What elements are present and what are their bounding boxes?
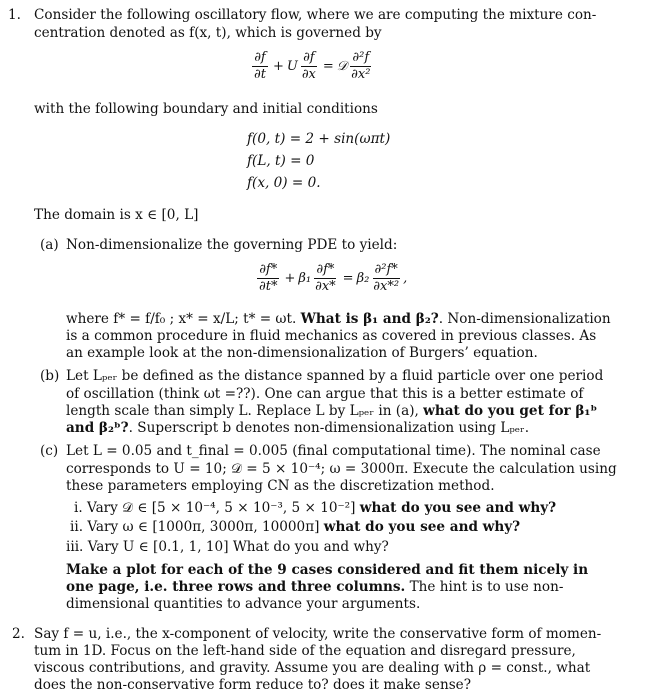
nondim-pde [255, 262, 407, 295]
pde-term-dfdx [300, 50, 318, 83]
part-b-line4-post: . Superscript b denotes non-dimensionalization using Lₚₑᵣ. [128, 420, 530, 436]
pde-d2fdx2-den: ∂x² [351, 67, 371, 82]
list-item-text: Vary 𝒟 ∈ [5 × 10⁻⁴, 5 × 10⁻³, 5 × 10⁻²] [87, 500, 360, 516]
nondim-t1-den: ∂t* [259, 279, 278, 294]
pde-dfdx-den: ∂x [301, 67, 316, 82]
nondim-term-3 [371, 262, 401, 295]
part-a-line2: is a common procedure in fluid mechanics as covered in previous classes. As [66, 328, 597, 344]
part-c-line1: Let L = 0.05 and t_final = 0.005 (final computational time). The nominal case [66, 443, 601, 459]
list-item-text: Vary ω ∈ [1000π, 3000π, 10000π] [87, 519, 324, 535]
part-a-line1-post: . Non-dimensionalization [438, 311, 611, 327]
nondim-term-1 [257, 262, 279, 295]
list-item-question: what do you see and why? [323, 519, 521, 535]
list-item [66, 539, 389, 557]
pde-plus: + [272, 58, 284, 74]
nondim-equals: = [342, 270, 354, 286]
nondim-t2-num: ∂f* [316, 262, 335, 277]
governing-pde [250, 50, 374, 83]
plot-instruction-bold: one page, i.e. three rows and three columns. [66, 579, 406, 595]
q2-line2: tum in 1D. Focus on the left-hand side of the equation and disregard pressure, [34, 643, 576, 659]
nondim-plus: + [284, 270, 296, 286]
pde-dfdx-num: ∂f [303, 50, 315, 65]
part-c-line3: these parameters employing CN as the discretization method. [66, 478, 495, 494]
nondim-t3-num: ∂²f* [374, 262, 398, 277]
q2-line3: viscous contributions, and gravity. Assume you are dealing with ρ = const., what [34, 660, 591, 676]
part-b-question-cont: and β₂ᵇ? [66, 420, 129, 436]
bc-intro: with the following boundary and initial conditions [34, 101, 378, 117]
nondim-t2-den: ∂x* [315, 279, 336, 294]
list-item-number: iii. [66, 539, 84, 555]
pde-velocity-u: U [286, 58, 298, 74]
part-b-line1: Let Lₚₑᵣ be defined as the distance spanned by a fluid particle over one period [66, 368, 604, 384]
list-item [70, 519, 520, 537]
pde-diffusivity: 𝒟 [336, 58, 348, 74]
plot-instruction-line3: dimensional quantities to advance your arguments. [66, 596, 421, 612]
q1-intro-line2: centration denoted as f(x, t), which is governed by [34, 25, 382, 41]
list-item-number: ii. [70, 519, 84, 535]
list-item-question: what do you see and why? [359, 500, 557, 516]
q2-line1: Say f = u, i.e., the x-component of velocity, write the conservative form of momen- [34, 626, 602, 642]
domain-statement: The domain is x ∈ [0, L] [34, 207, 199, 223]
part-b-line2: of oscillation (think ωt =??). One can argue that this is a better estimate of [66, 386, 584, 402]
nondim-comma: , [403, 270, 408, 286]
list-item-number: i. [74, 500, 83, 516]
plot-instruction-line2 [66, 579, 563, 597]
part-c-label: (c) [40, 443, 59, 459]
nondim-t3-den: ∂x*² [373, 279, 400, 294]
part-b-line4 [66, 420, 529, 438]
boundary-condition-2: f(L, t) = 0 [247, 153, 315, 169]
pde-dfdt-den: ∂t [254, 67, 266, 82]
nondim-t1-num: ∂f* [259, 262, 278, 277]
part-a-text: Non-dimensionalize the governing PDE to yield: [66, 237, 398, 253]
q1-intro-line1: Consider the following oscillatory flow, where we are computing the mixture con- [34, 7, 597, 23]
nondim-beta1: β₁ [298, 270, 312, 286]
part-a-line1-pre: where f* = f/f₀ ; x* = x/L; t* = ωt. [66, 311, 301, 327]
part-a-label: (a) [40, 237, 59, 253]
plot-instruction-line1: Make a plot for each of the 9 cases considered and fit them nicely in [66, 562, 589, 578]
nondim-term-2 [313, 262, 338, 295]
initial-condition: f(x, 0) = 0. [247, 175, 321, 191]
nondim-beta2: β₂ [356, 270, 370, 286]
q2-number: 2. [12, 626, 25, 642]
part-b-line3 [66, 403, 597, 421]
list-item [74, 500, 556, 518]
list-item-text: Vary U ∈ [0.1, 1, 10] What do you and why? [87, 539, 389, 555]
pde-term-d2fdx2 [349, 50, 372, 83]
part-b-line3-pre: length scale than simply L. Replace L by Lₚₑᵣ in (a), [66, 403, 424, 419]
part-c-line2: corresponds to U = 10; 𝒟 = 5 × 10⁻⁴; ω = 3000π. Execute the calculation using [66, 461, 617, 477]
q1-number: 1. [8, 7, 21, 23]
pde-equals: = [322, 58, 334, 74]
plot-instruction-hint: The hint is to use non- [405, 579, 564, 595]
pde-term-dfdt [252, 50, 268, 83]
part-a-line1 [66, 311, 611, 329]
pde-d2fdx2-num: ∂²f [352, 50, 370, 65]
part-b-label: (b) [40, 368, 60, 384]
q2-line4: does the non-conservative form reduce to? does it make sense? [34, 677, 472, 693]
boundary-condition-1: f(0, t) = 2 + sin(ωπt) [247, 131, 391, 147]
pde-dfdt-num: ∂f [254, 50, 266, 65]
part-a-question: What is β₁ and β₂? [300, 311, 439, 327]
part-a-line3: an example look at the non-dimensionalization of Burgers’ equation. [66, 345, 538, 361]
part-b-question: what do you get for β₁ᵇ [423, 403, 598, 419]
